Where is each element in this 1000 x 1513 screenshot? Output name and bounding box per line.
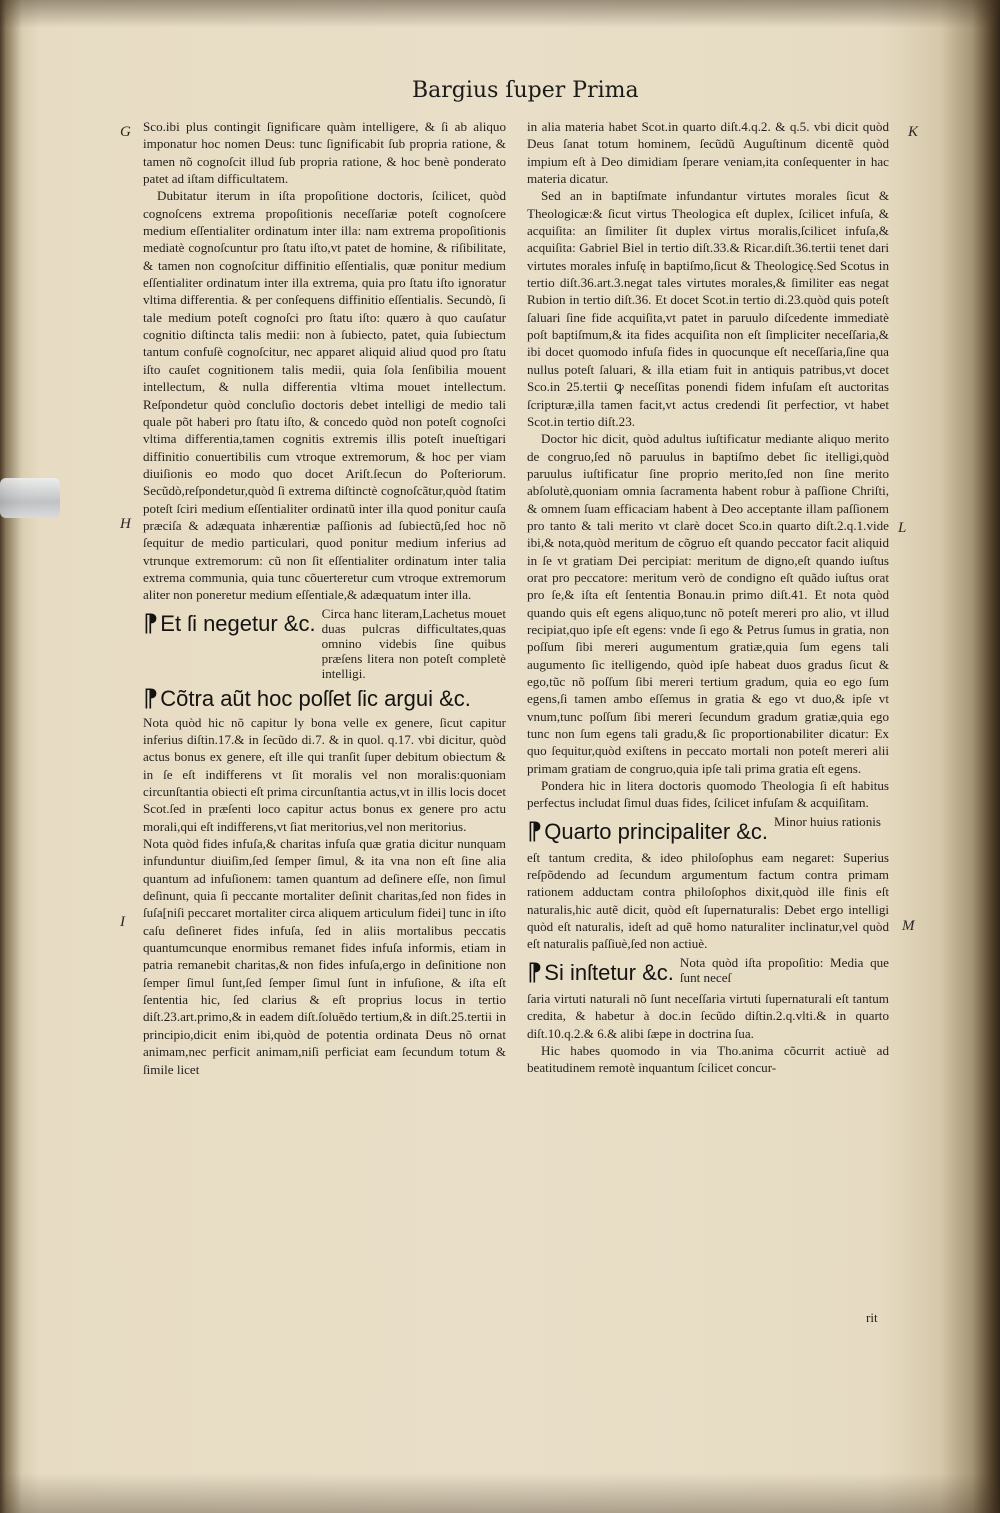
pilcrow-icon: ¶ xyxy=(527,957,543,986)
right-paragraph-5: eſt tantum credita, & ideo philoſophus eam negaret: Superius reſpõdendo ad ſecundum argumentum factum contra primam rationem adductam contra philoſophos dixit,quòd ille finis eſt naturalis,hic autẽ dicit, quòd eſt ſupernaturalis: Debet ergo intelligi quòd eſt naturalis, ideſt ad quẽ homo naturaliter inclinatur,vel quòd eſt naturalis paſſiuè,ſed non actiuè. xyxy=(527,849,889,952)
right-paragraph-1: in alia materia habet Scot.in quarto diſt.4.q.2. & q.5. vbi dicit quòd Deus ſanat totum hominem, ſecũdũ Auguſtinum dicentẽ quòd impium eſt à Deo dimidiam ſperare veniam,ita conſequenter in hac materia dicatur. xyxy=(527,119,889,187)
right-paragraph-4: Pondera hic in litera doctoris quomodo Theologia ſi eſt habitus perfectus includat ſimul duas fides, ſcilicet infuſam & acquiſitam. xyxy=(527,778,889,811)
rubric-heading-text: Cõtra aũt hoc poſſet ſic argui &c. xyxy=(160,685,471,711)
rubric-side-note: Minor huius rationis xyxy=(774,813,881,829)
margin-letter-g: G xyxy=(120,124,131,140)
right-paragraph-2: Sed an in baptiſmate infundantur virtutes morales ſicut & Theologicæ:& ſicut virtus Theologica eſt duplex, ſcilicet infuſa, & acquiſita: an ſimiliter ſit duplex virtus moralis,ſcilicet infuſa,& acquiſita: Gabriel Biel in tertio diſt.33.& Ricar.diſt.36.tertii tenet dari virtutes morales infuſę in baptiſmo,ſicut & Theologicę.Sed Scotus in tertio diſt.36.art.3.negat tales virtutes morales,& ſimiliter eas negat Rubion in tertio diſt.36. Et docet Scot.in tertio di.23.quòd quis poteſt ſaluari ſine fide acquiſita,vt patet in paruulo diſcedente immediatè poſt baptiſmum,& ita fides acquiſita non eſt ſimpliciter neceſſaria,& ibi docet quomodo infuſa fides in quocunque eſt neceſſaria,ſine qua nullus poteſt ſaluari, & illa etiam fuit in antiquis patribus,vt docet Sco.in 25.tertii ꝙ neceſſitas ponendi fidem infuſam eſt auctoritas ſcripturæ,illa tamen facit,vt actus credendi ſit perfectior, vt habet Scot.in tertio diſt.23. xyxy=(527,188,889,429)
pilcrow-icon: ¶ xyxy=(143,608,159,637)
rubric-heading xyxy=(527,959,674,986)
right-column xyxy=(527,118,889,1077)
left-paragraph-1: Sco.ibi plus contingit ſignificare quàm intelligere, & ſi ab aliquo imponatur hoc nomen Deus: tunc ſignificabit ſub propria ratione, & tamen nõ cognoſcit illud ſub propria ratione, & hoc benè ponderato patet ad iſtam difficultatem. xyxy=(143,119,506,187)
left-paragraph-3: Nota quòd hic nõ capitur ly bona velle ex genere, ſicut capitur inferius diſtin.17.& in ſecũdo di.7. & in quol. q.17. vbi dicitur, quòd actus bonus ex genere, eſt ille qui tranſit ſuper debitum obiectum & in ſe eſt indifferens vt ſit moralis vel non moralis:quoniam circunſtantia obiecti eſt prima circunſtantia actus,vt in illis locis docet Scot.ſed in præſenti loco capitur actus bonus ex genere pro actu morali,qui eſt indifferens,vt ſiat meritorius,vel non meritorius. xyxy=(143,714,506,834)
right-paragraph-6: ſaria virtuti naturali nõ ſunt neceſſaria virtuti ſupernaturali eſt tantum credita, & habetur à doc.in ſecũdo diſtin.2.q.vlti.& in quarto diſt.10.q.2.& 6.& alibi ſæpe in doctrina ſua. xyxy=(527,990,889,1041)
pilcrow-icon: ¶ xyxy=(143,683,159,712)
left-column xyxy=(143,118,506,1078)
rubric-heading-text: Quarto principaliter &c. xyxy=(544,818,769,844)
rubric-heading xyxy=(143,610,316,637)
margin-letter-h: H xyxy=(120,516,131,532)
page-bottom-shadow xyxy=(0,1473,1000,1513)
margin-letter-k: K xyxy=(908,124,919,140)
rubric-heading-text: Et ſi negetur &c. xyxy=(160,610,316,636)
rubric-quarto-principaliter xyxy=(527,814,889,847)
running-head: Bargius ſuper Prima xyxy=(412,78,639,103)
rubric-si-instetur xyxy=(527,955,889,988)
left-paragraph-2: Dubitatur iterum in iſta propoſitione doctoris, ſcilicet, quòd cognoſcens extrema propoſitionis neceſſariæ poteſt cognoſcere medium eſſentialiter ordinatum inter illa: nam extrema propoſitionis mediatè cognoſcuntur pro ſtatu iſto,vt patet de homine, & riſibilitate, & tamen non cognoſcitur diffinitio eſſentialis, quæ ponitur medium eſſentialiter ordinatum inter illa extrema, quia pro ſtatu iſto ignoratur vltima differentia. & per conſequens diffinitio eſſentialis. Secundò, ſi tale medium poteſt cognoſci pro ſtatu iſto: quæro à quo cauſatur cognitio diſtincta talis medii: non à ſubiecto, patet, quia ſubiectum tantum confuſè cognoſcitur, nec apparet aliquid aliud quod pro ſtatu iſto cauſet cognitionem talis medii, quia ſola ſenſibilia mouent intellectum, & nulla differentia vltima mouet intellectum. Reſpondetur quòd concluſio doctoris debet intelligi de medio tali quale põt haberi pro ſtatu iſto, & concedo quòd non poteſt cognoſci vltima differentia,tamen cognitis extremis illis poteſt inueſtigari diffinitio conuertibilis cum vtroque extremorum, & hoc per viam diuiſionis eo modo quo docet Ariſt.ſecun do Poſteriorum. Secũdò,reſpondetur,quòd ſi extrema diſtinctè cognoſcãtur,quòd ſtatim poteſt ſciri medium eſſentialiter ordinatũ inter illa quod ponitur cauſa præciſa & adæquata inhærentiæ paſſionis ad ſubiectũ,ſed hoc nõ ſequitur de medio particulari, quod ponitur medium inferius ad vtrunque extremorum: cũ non ſit eſſentialiter ordinatum inter talia extrema communia, quia tunc cõuerteretur cum vtroque extremorum aliter non poneretur medium eſſentiale,& adæquatum inter illa. xyxy=(143,188,506,603)
margin-letter-m: M xyxy=(902,918,915,934)
margin-letter-l: L xyxy=(898,520,907,536)
rubric-side-note: Nota quòd iſta propoſitio: Media que ſunt neceſ xyxy=(679,954,889,985)
rubric-heading-text: Si inſtetur &c. xyxy=(544,959,674,985)
rubric-et-si-negetur xyxy=(143,606,506,681)
rubric-heading xyxy=(527,818,768,845)
right-paragraph-3: Doctor hic dicit, quòd adultus iuſtificatur mediante aliquo merito de congruo,ſed nõ paruulus in baptiſmo debet ſic itelligi,quòd paruulus iuſtificatur ſine proprio merito,ſed non ſine merito abſolutè,quoniam omnia ſacramenta habent robur à paſſione Chriſti, & omnem ſuam efficaciam habent à Deo acceptante illam paſſionem pro tanto & tali merito vt clarè docet Sco.in quarto diſt.2.q.1.vide ibi,& nota,quòd meritum de cõgruo eſt quando peccator facit aliquid in ſe vt gratiam Dei percipiat: meritum de digno,eſt quando iuſtus orat pro peccatore: meritum verò de condigno eſt quãdo iuſtus orat pro ſe,& iſta eſt ſententia Bonau.in primo diſt.41. Et nota quòd quando quis eſt egens aliquo,tunc nõ poteſt mereri pro alio, vt illud recipiat,quo ipſe eſt egens: vnde ſi ego & Petrus ſumus in gratia, non poſſum ſibi mereri augumentum gratiæ,quia ſum egens tali augumento ſic itelligendo, quòd ipſe habeat duos gradus ſicut & ego,tũc nõ poſſum ſibi mereri tertium gradum, quia eo ego ſum egens,ſi tamen ambo eſſemus in gratia & ego vt duo,& ipſe vt vnum,tunc poſſum ſibi mereri ſecundum gradum gratiæ,quia ego tunc non ſum egens tali gradu,& ſic proportionabiliter dicatur: Ex quo ſequitur,quòd exiſtens in peccato mortali non poteſt mereri alii primam gratiam de congruo,quia ipſe tali prima gratia eſt egens. xyxy=(527,431,889,776)
rubric-side-note: Circa hanc literam,Lachetus mouet duas pulcras difficultates,quas omnino videbis ſine quibus præſens litera non poteſt completè intelligi. xyxy=(321,605,506,681)
pilcrow-icon: ¶ xyxy=(527,816,543,845)
margin-letter-i: I xyxy=(120,914,125,930)
page-top-shadow xyxy=(0,0,1000,28)
right-paragraph-7: Hic habes quomodo in via Tho.anima cõcurrit actiuè ad beatitudinem remotè inquantum ſcilicet concur- xyxy=(527,1042,889,1076)
page-clip xyxy=(0,478,60,518)
catchword: rit xyxy=(866,1310,878,1325)
left-paragraph-4: Nota quòd fides infuſa,& charitas infuſa quæ gratia dicitur nunquam infunduntur diuiſim,ſed ſemper ſimul, & ita vna non eſt ſine alia quantum ad infuſionem: tamen quantum ad deſinere eſſe, non ſimul deſinunt, quia ſi peccante mortaliter deſinit charitas,ſed non fides in ſuſa[niſi peccaret mortaliter circa aliquem articulum fidei] tunc in iſto caſu deſineret fides infuſa, ſed in aliis mortalibus peccatis quantumcunque enormibus remanet fides infuſa informis, etiam in patria remanebit charitas,& non fides infuſa,ergo in deſinitione non ſemper ſimul ſunt,ſed ſemper ſimul ſunt in infuſione, & iſta eſt ſententia hic, ſed clarius & eſt proprius locus in tertio diſt.23.art.primo,& in eadem diſt.ſoluẽdo tertium,& in diſt.25.tertii in principio,dicit enim ibi,quòd de potentia ordinata Deus nõ ornat animam,nec perficit animam,niſi perficiat eam ſecundum totum & ſimile licet xyxy=(143,836,506,1077)
rubric-contra-autem xyxy=(143,685,506,712)
